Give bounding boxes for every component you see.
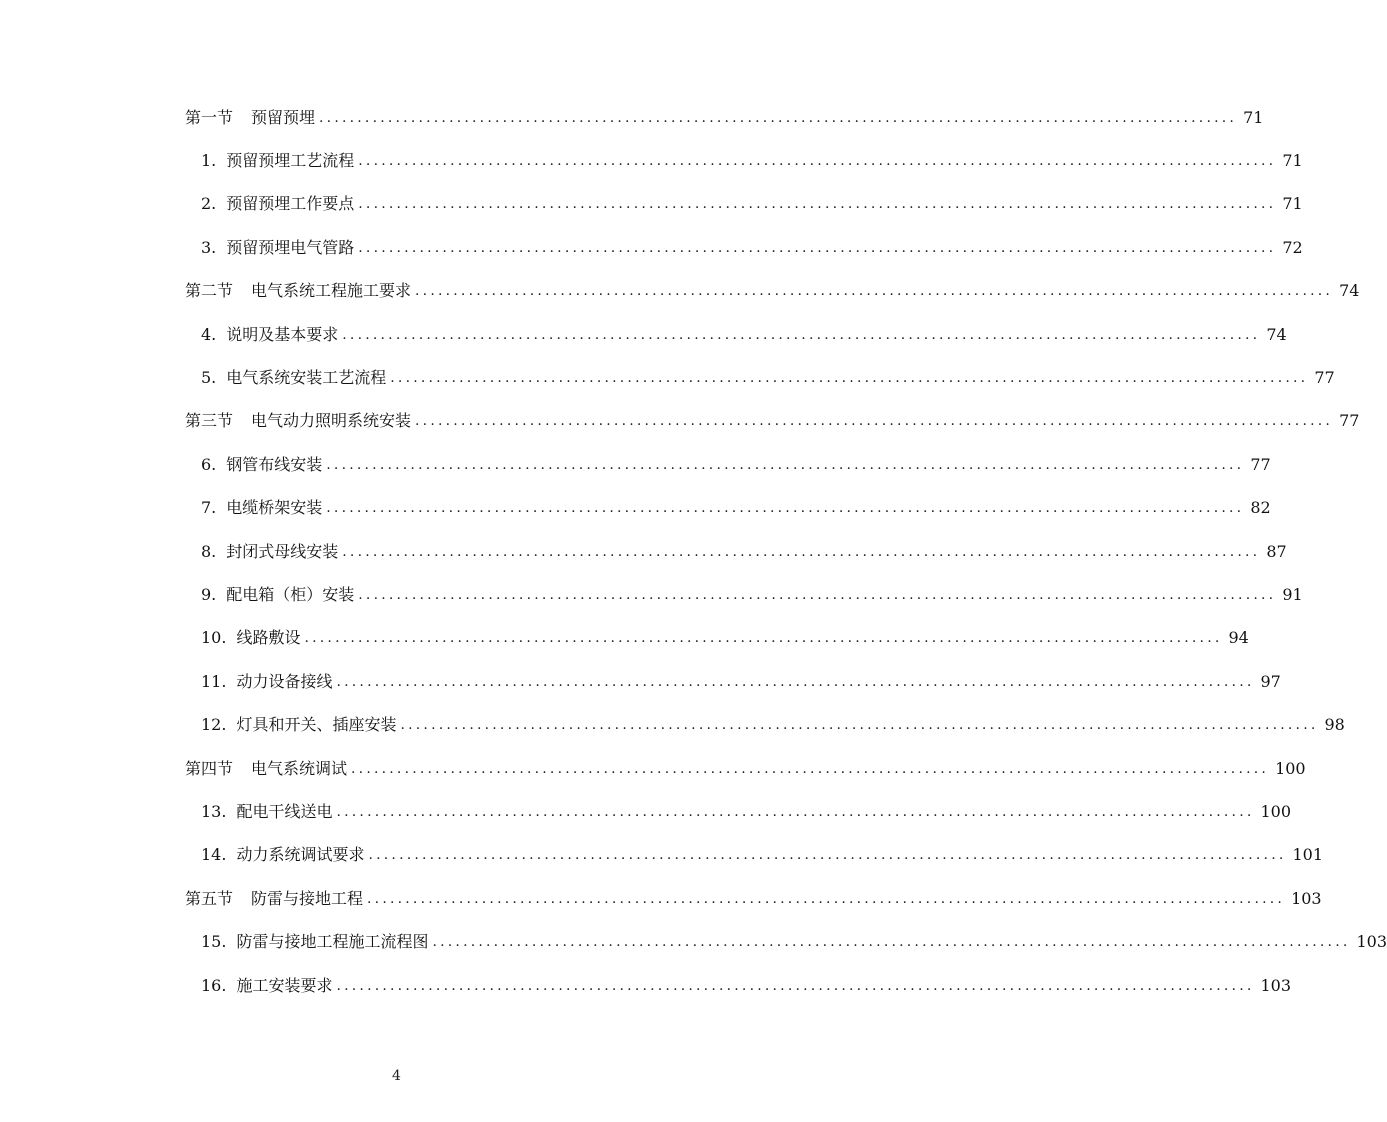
toc-entry-number: 9.: [201, 584, 217, 604]
toc-entry-section-1[interactable]: [0, 96, 1264, 139]
toc-entry-number: 11.: [201, 671, 227, 691]
toc-entry-title: 预留预埋工作要点: [226, 194, 355, 214]
toc-entry-item-13[interactable]: [0, 790, 1292, 833]
toc-entry-title: 封闭式母线安装: [226, 541, 339, 561]
toc-leader-dots: ........................................................................................................................: [400, 717, 1319, 734]
toc-entry-section-4[interactable]: [0, 747, 1306, 790]
toc-entry-page: 103: [1291, 888, 1322, 908]
toc-entry-item-3[interactable]: [0, 226, 1303, 269]
toc-entry-number: 16.: [201, 975, 227, 995]
toc-leader-dots: ........................................................................................................................: [336, 673, 1255, 690]
page-number: 4: [392, 1068, 401, 1084]
toc-entry-number: 13.: [201, 801, 227, 821]
toc-entry-title: 预留预埋: [251, 107, 316, 127]
toc-entry-item-12[interactable]: [0, 703, 1345, 746]
toc-leader-dots: ........................................................................................................................: [351, 760, 1270, 777]
toc-entry-item-15[interactable]: [0, 920, 1387, 963]
toc-entry-page: 91: [1282, 584, 1303, 604]
toc-leader-dots: ........................................................................................................................: [326, 500, 1245, 517]
toc-entry-page: 100: [1275, 758, 1306, 778]
toc-entry-title: 灯具和开关、插座安装: [236, 715, 397, 735]
toc-entry-title: 配电箱（柜）安装: [226, 584, 355, 604]
table-of-contents: [0, 96, 1387, 1007]
toc-leader-dots: ........................................................................................................................: [415, 283, 1334, 300]
toc-entry-page: 87: [1266, 541, 1287, 561]
toc-entry-item-9[interactable]: [0, 573, 1303, 616]
toc-entry-title: 施工安装要求: [236, 975, 333, 995]
toc-leader-dots: ........................................................................................................................: [390, 370, 1309, 387]
toc-entry-number: 第五节: [185, 888, 234, 908]
toc-entry-number: 10.: [201, 628, 227, 648]
toc-entry-page: 82: [1250, 498, 1271, 518]
toc-entry-title: 配电干线送电: [236, 801, 333, 821]
toc-entry-page: 74: [1266, 324, 1287, 344]
toc-entry-page: 103: [1260, 975, 1292, 995]
toc-entry-number: 第三节: [185, 411, 234, 431]
toc-entry-item-10[interactable]: [0, 617, 1249, 660]
toc-entry-title: 电气系统工程施工要求: [251, 281, 412, 301]
toc-entry-title: 电气动力照明系统安装: [251, 411, 412, 431]
toc-entry-number: 第四节: [185, 758, 234, 778]
toc-entry-title: 说明及基本要求: [226, 324, 339, 344]
toc-leader-dots: ........................................................................................................................: [342, 326, 1261, 343]
toc-leader-dots: ........................................................................................................................: [358, 586, 1277, 603]
toc-entry-title: 电气系统调试: [251, 758, 348, 778]
toc-leader-dots: ........................................................................................................................: [342, 543, 1261, 560]
toc-entry-section-3[interactable]: [0, 400, 1360, 443]
toc-entry-number: 7.: [201, 498, 217, 518]
toc-entry-number: 5.: [201, 368, 217, 388]
toc-entry-page: 77: [1314, 368, 1335, 388]
toc-entry-number: 12.: [201, 715, 227, 735]
toc-leader-dots: ........................................................................................................................: [326, 456, 1245, 473]
toc-entry-title: 电气系统安装工艺流程: [226, 368, 387, 388]
toc-entry-item-11[interactable]: [0, 660, 1281, 703]
toc-entry-page: 71: [1282, 194, 1303, 214]
toc-entry-title: 预留预埋电气管路: [226, 237, 355, 257]
toc-entry-section-2[interactable]: [0, 270, 1360, 313]
toc-entry-number: 8.: [201, 541, 217, 561]
toc-entry-page: 77: [1339, 411, 1360, 431]
toc-entry-page: 77: [1250, 454, 1271, 474]
toc-entry-title: 防雷与接地工程施工流程图: [236, 932, 429, 952]
toc-leader-dots: ........................................................................................................................: [432, 934, 1351, 951]
toc-entry-page: 94: [1228, 628, 1249, 648]
toc-entry-item-8[interactable]: [0, 530, 1287, 573]
toc-entry-page: 98: [1324, 715, 1345, 735]
toc-leader-dots: ........................................................................................................................: [415, 413, 1334, 430]
toc-entry-page: 71: [1243, 107, 1264, 127]
toc-entry-number: 15.: [201, 932, 227, 952]
toc-leader-dots: ........................................................................................................................: [367, 890, 1286, 907]
toc-entry-item-6[interactable]: [0, 443, 1271, 486]
toc-entry-title: 钢管布线安装: [226, 454, 323, 474]
toc-leader-dots: ........................................................................................................................: [336, 803, 1255, 820]
toc-entry-number: 6.: [201, 454, 217, 474]
toc-leader-dots: ........................................................................................................................: [368, 847, 1287, 864]
toc-entry-title: 线路敷设: [236, 628, 301, 648]
toc-leader-dots: ........................................................................................................................: [304, 630, 1223, 647]
toc-leader-dots: ........................................................................................................................: [358, 239, 1277, 256]
toc-entry-page: 71: [1282, 151, 1303, 171]
toc-entry-title: 动力设备接线: [236, 671, 333, 691]
toc-entry-number: 2.: [201, 194, 217, 214]
toc-entry-page: 103: [1356, 932, 1387, 952]
toc-entry-page: 100: [1260, 801, 1292, 821]
toc-leader-dots: ........................................................................................................................: [336, 977, 1255, 994]
toc-entry-number: 4.: [201, 324, 217, 344]
toc-leader-dots: ........................................................................................................................: [358, 153, 1277, 170]
toc-entry-page: 74: [1339, 281, 1360, 301]
toc-entry-page: 101: [1292, 845, 1324, 865]
toc-entry-number: 第一节: [185, 107, 234, 127]
toc-leader-dots: ........................................................................................................................: [319, 109, 1238, 126]
toc-entry-item-7[interactable]: [0, 487, 1271, 530]
toc-leader-dots: ........................................................................................................................: [358, 196, 1277, 213]
toc-entry-title: 防雷与接地工程: [251, 888, 364, 908]
toc-entry-page: 72: [1282, 237, 1303, 257]
toc-entry-item-5[interactable]: [0, 356, 1335, 399]
toc-entry-number: 1.: [201, 151, 217, 171]
toc-entry-number: 3.: [201, 237, 217, 257]
toc-entry-item-2[interactable]: [0, 183, 1303, 226]
toc-entry-number: 14.: [201, 845, 227, 865]
toc-entry-item-14[interactable]: [0, 834, 1324, 877]
toc-entry-page: 97: [1260, 671, 1281, 691]
toc-entry-title: 动力系统调试要求: [236, 845, 365, 865]
toc-entry-title: 电缆桥架安装: [226, 498, 323, 518]
toc-entry-item-4[interactable]: [0, 313, 1287, 356]
toc-entry-item-16[interactable]: [0, 964, 1292, 1007]
toc-entry-section-5[interactable]: [0, 877, 1322, 920]
toc-entry-item-1[interactable]: [0, 139, 1303, 182]
toc-entry-number: 第二节: [185, 281, 234, 301]
toc-entry-title: 预留预埋工艺流程: [226, 151, 355, 171]
